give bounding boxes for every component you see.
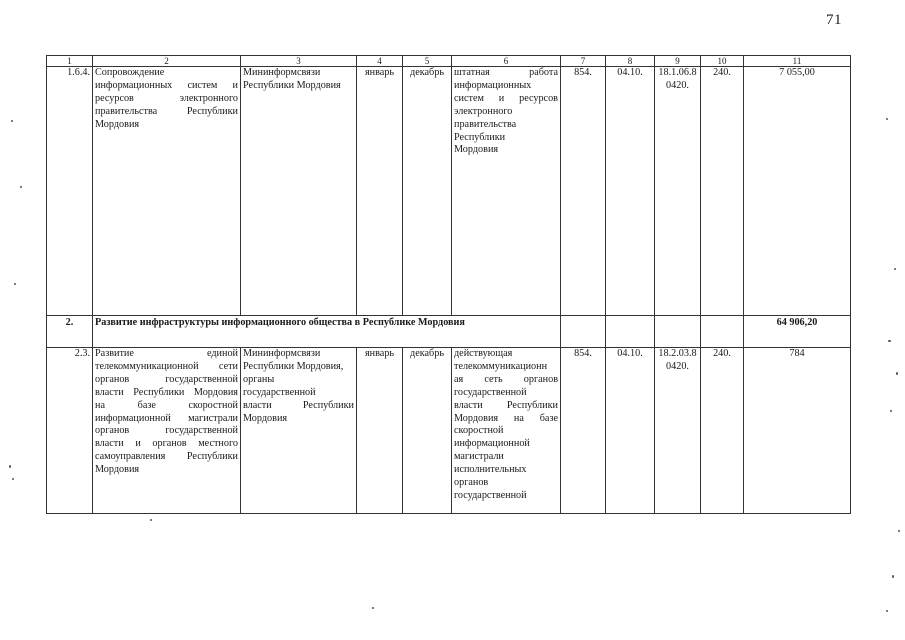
text-line: государственной	[243, 386, 316, 398]
start-month: январь	[357, 348, 403, 514]
text-line: Мордовия	[454, 144, 499, 156]
text-line: электронного	[454, 105, 513, 117]
text-line: Мордовия	[95, 464, 140, 476]
scan-speck	[898, 530, 900, 532]
empty-cell	[655, 316, 701, 348]
col-num-9: 9	[655, 56, 701, 67]
scan-speck	[11, 120, 13, 122]
text-line: действующая	[454, 348, 513, 359]
text-line: органов	[454, 477, 489, 489]
text-line: Мордовия	[95, 118, 140, 130]
page-number: 71	[826, 12, 842, 28]
text-line: информационной	[454, 438, 530, 450]
program-activities-table	[46, 55, 851, 514]
expected-result	[452, 67, 561, 316]
col-num-6: 6	[452, 56, 561, 67]
budget-code-section: 04.10.	[606, 67, 655, 316]
text-line: государственной	[454, 386, 527, 398]
text-line: ресурсов электронного	[95, 92, 238, 104]
section-funding-amount: 64 906,20	[744, 316, 851, 348]
col-num-7: 7	[561, 56, 606, 67]
funding-amount: 7 055,00	[744, 67, 851, 316]
text-line: Мининформсвязи	[243, 348, 321, 359]
budget-code-type: 240.	[701, 348, 744, 514]
text-line: телекоммуникационной сети	[95, 360, 238, 372]
text-line: органов государственной	[95, 425, 238, 437]
text-line: 0420.	[666, 360, 689, 372]
table-row	[47, 348, 851, 514]
text-line: 18.1.06.8	[658, 67, 697, 78]
scan-speck	[9, 465, 11, 468]
scan-speck	[888, 340, 891, 342]
scan-speck	[150, 519, 152, 521]
text-line: 18.2.03.8	[658, 348, 697, 359]
scan-speck	[372, 607, 374, 609]
text-line: Развитие единой	[95, 348, 238, 359]
scan-speck	[20, 186, 22, 188]
scan-speck	[890, 410, 892, 412]
col-num-5: 5	[403, 56, 452, 67]
budget-code-target	[655, 67, 701, 316]
text-line: телекоммуникационн	[454, 360, 548, 372]
scan-speck	[892, 575, 894, 578]
end-month: декабрь	[403, 348, 452, 514]
scan-speck	[14, 283, 16, 285]
text-line: информационных систем и	[95, 79, 238, 91]
budget-code-ministry: 854.	[561, 348, 606, 514]
text-line: 0420.	[666, 79, 689, 91]
text-line: власти и органов местного	[95, 438, 238, 450]
col-num-11: 11	[744, 56, 851, 67]
row-number: 2.3.	[47, 348, 93, 514]
column-number-row	[47, 56, 851, 67]
text-line: власти Республики	[454, 399, 558, 411]
text-line: на базе скоростной	[95, 399, 238, 411]
col-num-4: 4	[357, 56, 403, 67]
text-line: государственной	[454, 489, 527, 501]
executor	[241, 348, 357, 514]
text-line: правительства	[454, 118, 517, 130]
scan-speck	[886, 610, 888, 612]
table-row	[47, 67, 851, 316]
start-month: январь	[357, 67, 403, 316]
empty-cell	[701, 316, 744, 348]
budget-code-ministry: 854.	[561, 67, 606, 316]
expected-result	[452, 348, 561, 514]
text-line: магистрали	[454, 451, 504, 463]
text-line: Республики Мордовия	[243, 79, 341, 91]
funding-amount: 784	[744, 348, 851, 514]
text-line: Республики	[454, 131, 506, 143]
text-line: Мордовия	[243, 412, 288, 424]
scan-speck	[894, 268, 896, 270]
text-line: информационной магистрали	[95, 412, 238, 424]
activity-name	[93, 348, 241, 514]
budget-code-target	[655, 348, 701, 514]
col-num-3: 3	[241, 56, 357, 67]
text-line: систем и ресурсов	[454, 92, 558, 104]
text-line: власти Республики	[243, 399, 354, 411]
scan-speck	[896, 372, 898, 375]
section-row	[47, 316, 851, 348]
section-number: 2.	[47, 316, 93, 348]
text-line: информационных	[454, 79, 532, 91]
end-month: декабрь	[403, 67, 452, 316]
text-line: власти Республики Мордовия	[95, 386, 238, 398]
activity-name	[93, 67, 241, 316]
col-num-2: 2	[93, 56, 241, 67]
executor	[241, 67, 357, 316]
col-num-10: 10	[701, 56, 744, 67]
text-line: исполнительных	[454, 464, 527, 476]
text-line: Республики Мордовия,	[243, 360, 344, 372]
text-line: скоростной	[454, 425, 504, 437]
text-line: Мининформсвязи	[243, 67, 321, 78]
text-line: органы	[243, 373, 275, 385]
text-line: правительства Республики	[95, 105, 238, 117]
scan-speck	[12, 478, 14, 480]
row-number: 1.6.4.	[47, 67, 93, 316]
scan-speck	[886, 118, 888, 120]
text-line: Сопровождение	[95, 67, 165, 78]
col-num-1: 1	[47, 56, 93, 67]
budget-code-type: 240.	[701, 67, 744, 316]
text-line: штатная работа	[454, 67, 558, 78]
empty-cell	[561, 316, 606, 348]
text-line: Мордовия на базе	[454, 412, 558, 424]
empty-cell	[606, 316, 655, 348]
text-line: ая сеть органов	[454, 373, 558, 385]
section-title: Развитие инфраструктуры информационного общества в Республике Мордовия	[93, 316, 561, 348]
budget-code-section: 04.10.	[606, 348, 655, 514]
col-num-8: 8	[606, 56, 655, 67]
text-line: органов государственной	[95, 373, 238, 385]
text-line: самоуправления Республики	[95, 451, 238, 463]
